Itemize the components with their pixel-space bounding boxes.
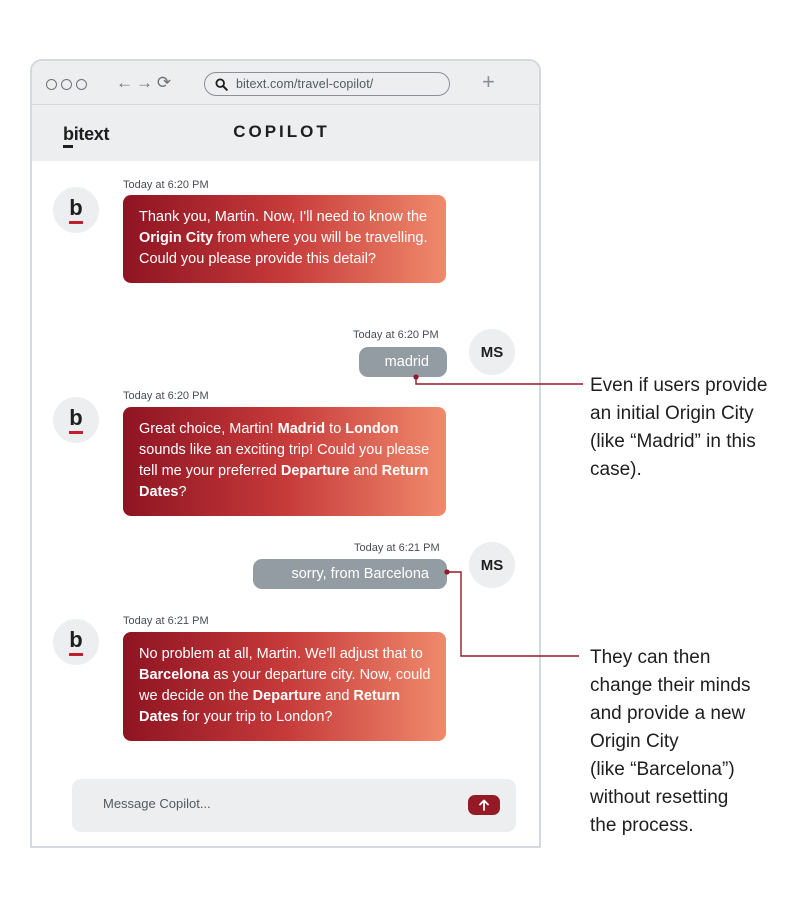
plus-icon[interactable]: + (482, 69, 495, 94)
send-button[interactable] (468, 795, 500, 815)
user-avatar (469, 329, 515, 375)
message-timestamp: Today at 6:20 PM (123, 179, 209, 191)
message-emphasis: Origin City (139, 230, 214, 246)
message-text: for your trip to London? (178, 709, 333, 725)
message-text: sounds like an exciting trip! Could you please tell me your preferred (139, 442, 430, 479)
window-dot[interactable] (46, 79, 57, 90)
bitext-b-icon: b (69, 195, 83, 220)
window-dot[interactable] (76, 79, 87, 90)
annotation-line: case). (590, 459, 642, 480)
annotation-barcelona (590, 644, 751, 840)
bot-message-bubble (123, 195, 446, 283)
annotation-line: and provide a new (590, 703, 746, 724)
message-text: No problem at all, Martin. We'll adjust that to (139, 646, 423, 662)
annotation-line: the process. (590, 815, 694, 836)
message-input[interactable] (103, 796, 433, 811)
message-text: from where you will be travelling. Could you please provide this detail? (139, 230, 428, 267)
message-timestamp: Today at 6:20 PM (123, 390, 209, 402)
message-text: Great choice, Martin! (139, 421, 278, 437)
message-timestamp: Today at 6:21 PM (354, 542, 440, 554)
user-message-bubble: madrid (359, 347, 447, 377)
page-title: COPILOT (233, 122, 330, 141)
message-emphasis: Return Dates (139, 463, 429, 500)
bot-avatar (53, 619, 99, 665)
annotation-madrid (590, 372, 767, 484)
message-timestamp: Today at 6:21 PM (123, 615, 209, 627)
forward-arrow-icon[interactable]: → (136, 73, 153, 92)
user-initials: MS (480, 556, 504, 574)
message-text: to (325, 421, 346, 437)
message-emphasis: Departure (280, 463, 350, 479)
annotation-line: Origin City (590, 731, 679, 752)
annotation-line: (like “Madrid” in this (590, 431, 756, 452)
message-timestamp: Today at 6:20 PM (353, 329, 439, 341)
user-avatar (469, 542, 515, 588)
message-emphasis: Departure (252, 688, 322, 704)
app-header (32, 105, 539, 161)
user-initials: MS (480, 343, 504, 361)
annotation-line: (like “Barcelona”) (590, 759, 735, 780)
message-emphasis: Barcelona (139, 667, 210, 683)
window-dots-icon[interactable] (46, 79, 87, 90)
message-text: as your departure city. Now, could we decide on the (139, 667, 431, 704)
bitext-logo[interactable]: bitext (63, 124, 110, 144)
url-text[interactable]: bitext.com/travel-copilot/ (236, 77, 374, 91)
bot-message-bubble (123, 632, 446, 741)
message-text: ? (178, 484, 187, 500)
bot-avatar (53, 187, 99, 233)
search-icon (215, 78, 228, 91)
bot-message-bubble (123, 407, 446, 516)
message-emphasis: London (345, 421, 399, 437)
annotation-line: an initial Origin City (590, 403, 754, 424)
user-message-bubble: sorry, from Barcelona (253, 559, 447, 589)
bitext-b-icon: b (69, 627, 83, 652)
bot-avatar (53, 397, 99, 443)
bitext-b-icon: b (69, 405, 83, 430)
browser-nav (116, 74, 172, 92)
message-emphasis: Madrid (277, 421, 326, 437)
annotation-line: Even if users provide (590, 375, 768, 396)
annotation-line: without resetting (590, 787, 729, 808)
message-composer (72, 779, 516, 832)
address-bar[interactable] (204, 72, 450, 96)
message-emphasis: Return Dates (139, 688, 401, 725)
browser-window (30, 59, 541, 848)
annotation-line: change their minds (590, 675, 751, 696)
reload-icon[interactable]: ⟳ (156, 73, 172, 92)
annotation-line: They can then (590, 647, 711, 668)
arrow-up-icon (478, 799, 490, 811)
logo-underline (63, 145, 73, 148)
browser-toolbar (32, 61, 539, 105)
window-dot[interactable] (61, 79, 72, 90)
back-arrow-icon[interactable]: ← (116, 73, 133, 92)
message-text: Thank you, Martin. Now, I'll need to know the (139, 209, 428, 225)
message-text: and (321, 688, 354, 704)
message-text: and (349, 463, 382, 479)
